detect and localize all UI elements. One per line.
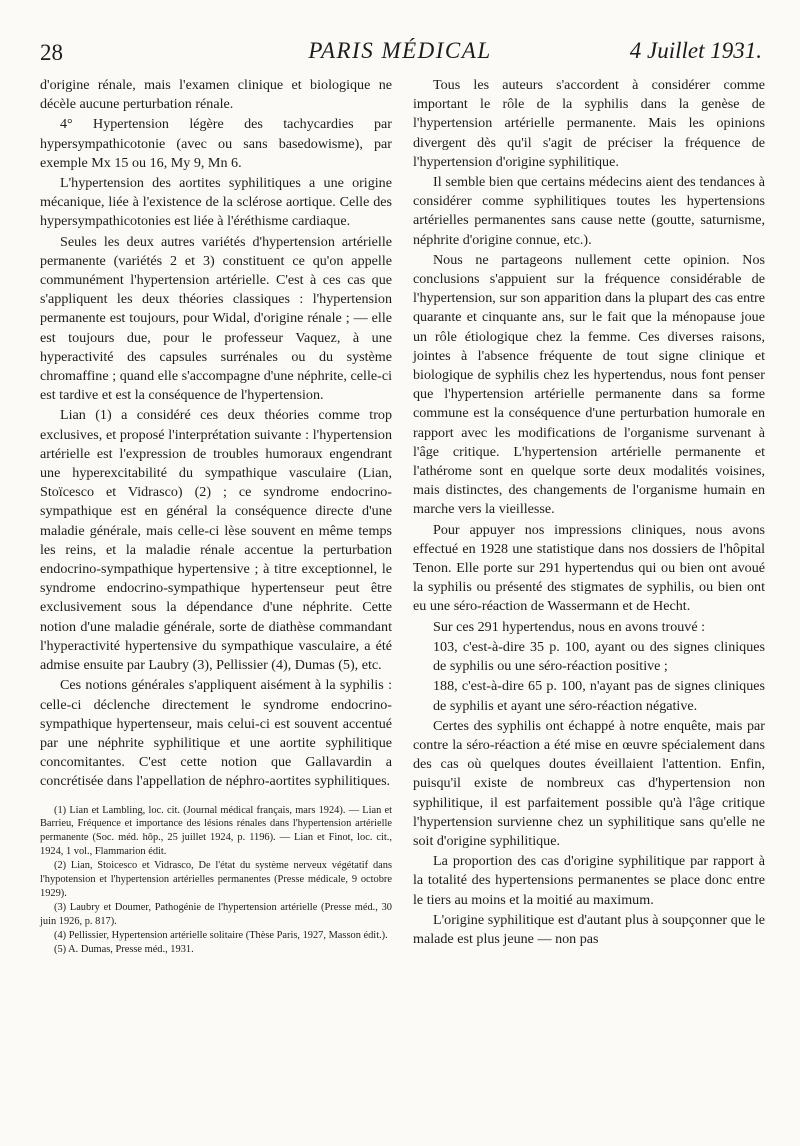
statistic-item: 103, c'est-à-dire 35 p. 100, ayant ou des signes cliniques de syphilis ou une séro-réaction positive ; [433, 638, 765, 675]
footnote: (3) Laubry et Doumer, Pathogénie de l'hypertension artérielle (Presse méd., 30 juin 1926, p. 817). [40, 901, 392, 927]
paragraph: La proportion des cas d'origine syphilitique par rapport à la totalité des hypertensions permanentes se place donc entre le tiers au moins et la moitié au maximum. [413, 853, 765, 908]
left-column [40, 76, 392, 956]
paragraph: Tous les auteurs s'accordent à considérer comme important le rôle de la syphilis dans la genèse de l'hypertension artérielle permanente. Mais les opinions divergent dès qu'il s'agit de préciser la fréquence de l'hypertension d'origine syphilitique. [413, 77, 765, 170]
paragraph: Seules les deux autres variétés d'hypertension artérielle permanente (variétés 2 et 3) constituent ce qu'on appelle communément l'hypertension artérielle. C'est à ces cas que s'appliquent les deux théories classiques : l'hypertension permanente est toujours, pour Widal, d'origine rénale ; — elle est toujours due, pour le professeur Vaquez, à une hyperactivité des capsules surrénales ou du système chromaffine ; quand elle s'accompagne d'une néphrite, celle-ci est tardive et est la conséquence de l'hypertension. [40, 233, 392, 404]
paragraph: Sur ces 291 hypertendus, nous en avons trouvé : [433, 618, 706, 635]
footnote: (1) Lian et Lambling, loc. cit. (Journal médical français, mars 1924). — Lian et Barrieu, Fréquence et importance des lésions rénales dans l'hypertension artérielle permanente (Soc. méd. hôp., 25 juillet 1924, p. 1196). — Lian et Finot, loc. cit., 1924, 1 vol., Flammarion édit. [40, 804, 392, 858]
paragraph: Ces notions générales s'appliquent aisément à la syphilis : celle-ci déclenche directement le syndrome endocrino-sympathique hypertenseur, mais celui-ci est souvent accentué par une néphrite syphilitique et une aortite syphilitique concomitantes. C'est cette notion que Gallavardin a concrétisée dans l'appellation de néphro-aortites syphilitiques. [40, 677, 392, 790]
statistic-item: 188, c'est-à-dire 65 p. 100, n'ayant pas de signes cliniques de syphilis et ayant une séro-réaction négative. [433, 678, 765, 714]
paragraph: Lian (1) a considéré ces deux théories comme trop exclusives, et proposé l'interprétation suivante : l'hypertension artérielle est l'expression de troubles humoraux engendrant une hyperexcitabilité du sympathique vasculaire (Lian, Stoïcesco et Vidrasco) (2) ; ce syndrome endocrino-sympathique est en général la conséquence directe d'une maladie générale, mais celle-ci lèse souvent en même temps les reins, et la maladie rénale accentue la perturbation endocrino-sympathique hypertensive ; à titre exceptionnel, le syndrome endocrino-sympathique hypertenseur peut être exclusivement sous la dépendance d'une néphrite. Cette notion d'une maladie générale, sorte de diathèse commandant l'hyperactivité hypertensive du sympathique vasculaire, a été admise ensuite par Laubry (3), Pellissier (4), Dumas (5), etc. [40, 407, 392, 674]
footnote: (4) Pellissier, Hypertension artérielle solitaire (Thèse Paris, 1927, Masson édit.). [54, 929, 388, 941]
paragraph: L'hypertension des aortites syphilitiques a une origine mécanique, liée à l'existence de la sclérose aortique. Celle des hypersympathicotonies est liée à l'éréthisme cardiaque. [40, 175, 392, 230]
paragraph: 4° Hypertension légère des tachycardies par hypersympathicotonie (avec ou sans basedowisme), par exemple Mx 15 ou 16, My 9, Mn 6. [40, 116, 392, 171]
paragraph: Pour appuyer nos impressions cliniques, nous avons effectué en 1928 une statistique dans nos dossiers de l'hôpital Tenon. Elle porte sur 291 hypertendus qui ou bien ont avoué la syphilis ou présenté des stigmates de syphilis, ou bien ont eu une séro-réaction de Wassermann et de Hecht. [413, 521, 765, 615]
paragraph: Nous ne partageons nullement cette opinion. Nos conclusions s'appuient sur la fréquence considérable de l'hypertension, sur son apparition dans la plupart des cas entre quarante et cinquante ans, sur le fait que la ménopause joue un rôle étiologique chez la femme. Ces diverses raisons, jointes à l'absence fréquente de tout signe clinique et biologique de syphilis chez les hypertendus, nous font penser que l'hypertension artérielle permanente dans sa forme commune est la conséquence d'une perturbation humorale en rapport avec les modifications de l'organisme survenant à l'âge critique. L'hypertension artérielle permanente et l'athérome sont en quelque sorte deux modalités voisines, mais distinctes, des changements de l'organisme humain en marche vers la vieillesse. [413, 251, 765, 518]
right-column [413, 76, 765, 950]
running-header [0, 0, 800, 80]
footnote: (5) A. Dumas, Presse méd., 1931. [54, 943, 194, 955]
paragraph: d'origine rénale, mais l'examen clinique et biologique ne décèle aucune perturbation rénale. [40, 77, 392, 113]
issue-date: 4 Juillet 1931. [629, 38, 762, 63]
journal-title: PARIS MÉDICAL [308, 38, 492, 63]
paragraph: Certes des syphilis ont échappé à notre enquête, mais par contre la séro-réaction a été mise en œuvre spécialement dans des cas où quelques doutes éveillaient l'attention. Enfin, puisqu'il existe de nombreux cas d'hypertension non syphilitique, il est parfaitement possible qu'à l'âge critique l'hypertension survienne chez un syphilitique sans qu'elle ne soit d'origine syphilitique. [413, 717, 765, 849]
paragraph: Il semble bien que certains médecins aient des tendances à considérer comme syphilitiques toutes les hypertensions artérielles permanentes sans cause nette (goutte, saturnisme, néphrite d'origine connue, etc.). [413, 174, 765, 248]
paragraph: L'origine syphilitique est d'autant plus à soupçonner que le malade est plus jeune — non pas [413, 911, 765, 947]
footnotes [40, 804, 392, 957]
footnote: (2) Lian, Stoicesco et Vidrasco, De l'état du système nerveux végétatif dans l'hypotension et l'hypertension artérielles permanentes (Presse médicale, 9 octobre 1929). [40, 860, 392, 899]
page-number: 28 [40, 40, 63, 65]
